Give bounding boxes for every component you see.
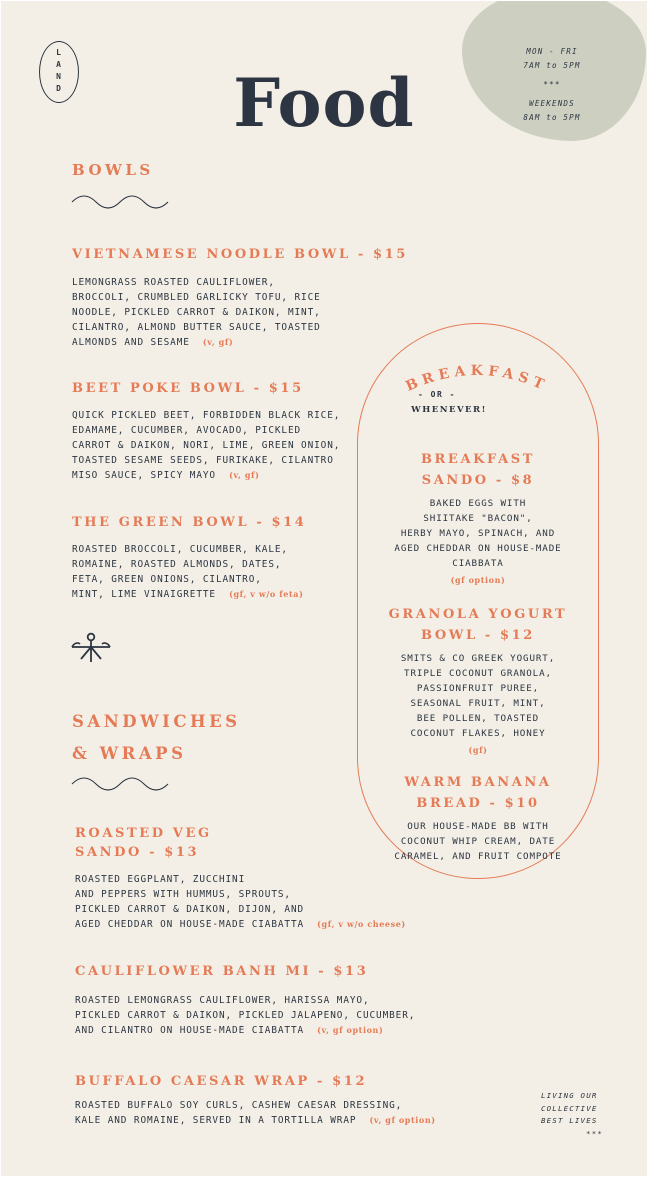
sandwiches-heading: SANDWICHES: [72, 712, 241, 731]
desc-line: BAKED EGGS WITH: [429, 498, 527, 509]
item-description: [72, 275, 352, 350]
desc-line: ROASTED BROCCOLI, CUCUMBER, KALE,: [72, 544, 288, 555]
desc-line: NOODLE, PICKLED CARROT & DAIKON, MINT,: [72, 307, 321, 318]
desc-line: AND PEPPERS WITH HUMMUS, SPROUTS,: [75, 889, 291, 900]
desc-line: COCONUT WHIP CREAM, DATE: [400, 836, 556, 847]
item-description: [72, 408, 357, 483]
item-title: ROASTED VEG: [75, 826, 212, 841]
item-description: [357, 819, 599, 864]
logo-letter: N: [56, 72, 62, 81]
item-title: BUFFALO CAESAR WRAP - $12: [75, 1074, 368, 1089]
desc-line: PICKLED CARROT & DAIKON, DIJON, AND: [75, 904, 305, 915]
desc-line: SHIITAKE "BACON",: [423, 513, 533, 524]
desc-line: ROASTED LEMONGRASS CAULIFLOWER, HARISSA MAYO,: [75, 995, 370, 1006]
diet-note: (gf, v w/o cheese): [317, 919, 406, 929]
desc-line: SEASONAL FRUIT, MINT,: [410, 698, 546, 709]
desc-line: SMITS & CO GREEK YOGURT,: [400, 653, 556, 664]
item-title: BREAKFAST: [420, 452, 536, 467]
weekend-days: WEEKENDS: [529, 99, 575, 108]
diet-note: (gf): [468, 745, 488, 755]
desc-line: CARAMEL, AND FRUIT COMPOTE: [394, 851, 562, 862]
hours-separator: ***: [543, 80, 561, 89]
whenever-label: WHENEVER!: [411, 405, 487, 415]
desc-line: BEE POLLEN, TOASTED: [416, 713, 540, 724]
wave-divider: [71, 776, 171, 794]
bowls-heading: BOWLS: [72, 161, 154, 179]
item-description: [357, 651, 599, 758]
desc-line: CIABBATA: [452, 558, 504, 569]
item-title: BREAD - $10: [416, 796, 540, 811]
item-description: [357, 496, 599, 588]
desc-line: CILANTRO, ALMOND BUTTER SAUCE, TOASTED: [72, 322, 321, 333]
diet-note: (v, gf option): [369, 1115, 436, 1125]
menu-page: [1, 1, 647, 1176]
desc-line: KALE AND ROMAINE, SERVED IN A TORTILLA WRAP: [75, 1115, 357, 1126]
desc-line: AND CILANTRO ON HOUSE-MADE CIABATTA: [75, 1025, 305, 1036]
desc-line: COCONUT FLAKES, HONEY: [410, 728, 546, 739]
diet-note: (v, gf option): [317, 1025, 384, 1035]
desc-line: AGED CHEDDAR ON HOUSE-MADE: [394, 543, 562, 554]
wraps-heading: & WRAPS: [72, 744, 187, 763]
desc-line: FETA, GREEN ONIONS, CILANTRO,: [72, 574, 262, 585]
diet-note: (gf option): [450, 575, 506, 585]
item-title: SANDO - $8: [421, 473, 535, 488]
desc-line: ALMONDS AND SESAME: [72, 337, 190, 348]
weekend-time: 8AM to 5PM: [523, 113, 581, 122]
tagline-line: LIVING OUR: [541, 1091, 598, 1100]
desc-line: ROASTED BUFFALO SOY CURLS, CASHEW CAESAR DRESSING,: [75, 1100, 403, 1111]
tagline-line: BEST LIVES: [541, 1116, 598, 1125]
diet-note: (v, gf): [202, 337, 234, 347]
weekday-time: 7AM to 5PM: [523, 61, 581, 70]
sprout-figure-icon: [71, 632, 113, 668]
desc-line: PASSIONFRUIT PUREE,: [416, 683, 540, 694]
desc-line: CARROT & DAIKON, NORI, LIME, GREEN ONION,: [72, 440, 341, 451]
desc-line: BROCCOLI, CRUMBLED GARLICKY TOFU, RICE: [72, 292, 321, 303]
item-description: [75, 1098, 495, 1128]
weekday-days: MON - FRI: [526, 47, 578, 56]
or-label: - OR -: [418, 390, 456, 399]
logo-letter: L: [56, 48, 62, 57]
desc-line: ROASTED EGGPLANT, ZUCCHINI: [75, 874, 246, 885]
diet-note: (v, gf): [229, 470, 260, 480]
item-description: [72, 542, 357, 602]
item-title: VIETNAMESE NOODLE BOWL - $15: [72, 247, 408, 262]
breakfast-arc-text: BREAKFAST: [403, 362, 551, 395]
item-title: BOWL - $12: [421, 628, 535, 643]
desc-line: MINT, LIME VINAIGRETTE: [72, 589, 216, 600]
item-description: [75, 872, 435, 932]
item-title: WARM BANANA: [404, 775, 552, 790]
item-title: CAULIFLOWER BANH MI - $13: [75, 964, 369, 979]
tagline-stars: ***: [586, 1128, 603, 1138]
logo-letter: D: [56, 84, 62, 93]
diet-note: (gf, v w/o feta): [229, 589, 304, 599]
logo-letter: A: [56, 60, 62, 69]
item-description: [75, 993, 475, 1038]
tagline-line: COLLECTIVE: [541, 1103, 598, 1113]
desc-line: ROMAINE, ROASTED ALMONDS, DATES,: [72, 559, 282, 570]
desc-line: QUICK PICKLED BEET, FORBIDDEN BLACK RICE,: [72, 410, 341, 421]
desc-line: TRIPLE COCONUT GRANOLA,: [404, 668, 552, 679]
desc-line: HERBY MAYO, SPINACH, AND: [400, 528, 556, 539]
desc-line: PICKLED CARROT & DAIKON, PICKLED JALAPENO, CUCUMBER,: [75, 1010, 416, 1021]
wave-divider: [71, 194, 171, 212]
item-title: BEET POKE BOWL - $15: [72, 381, 304, 396]
desc-line: TOASTED SESAME SEEDS, FURIKAKE, CILANTRO: [72, 455, 334, 466]
item-title: SANDO - $13: [75, 845, 200, 860]
desc-line: OUR HOUSE-MADE BB WITH: [407, 821, 549, 832]
desc-line: LEMONGRASS ROASTED CAULIFLOWER,: [72, 277, 275, 288]
item-title: THE GREEN BOWL - $14: [72, 515, 307, 530]
footer-tagline: [541, 1090, 605, 1140]
page-title: Food: [233, 64, 415, 142]
desc-line: EDAMAME, CUCUMBER, AVOCADO, PICKLED: [72, 425, 302, 436]
desc-line: MISO SAUCE, SPICY MAYO: [72, 470, 216, 481]
item-title: GRANOLA YOGURT: [388, 607, 568, 622]
desc-line: AGED CHEDDAR ON HOUSE-MADE CIABATTA: [75, 919, 305, 930]
